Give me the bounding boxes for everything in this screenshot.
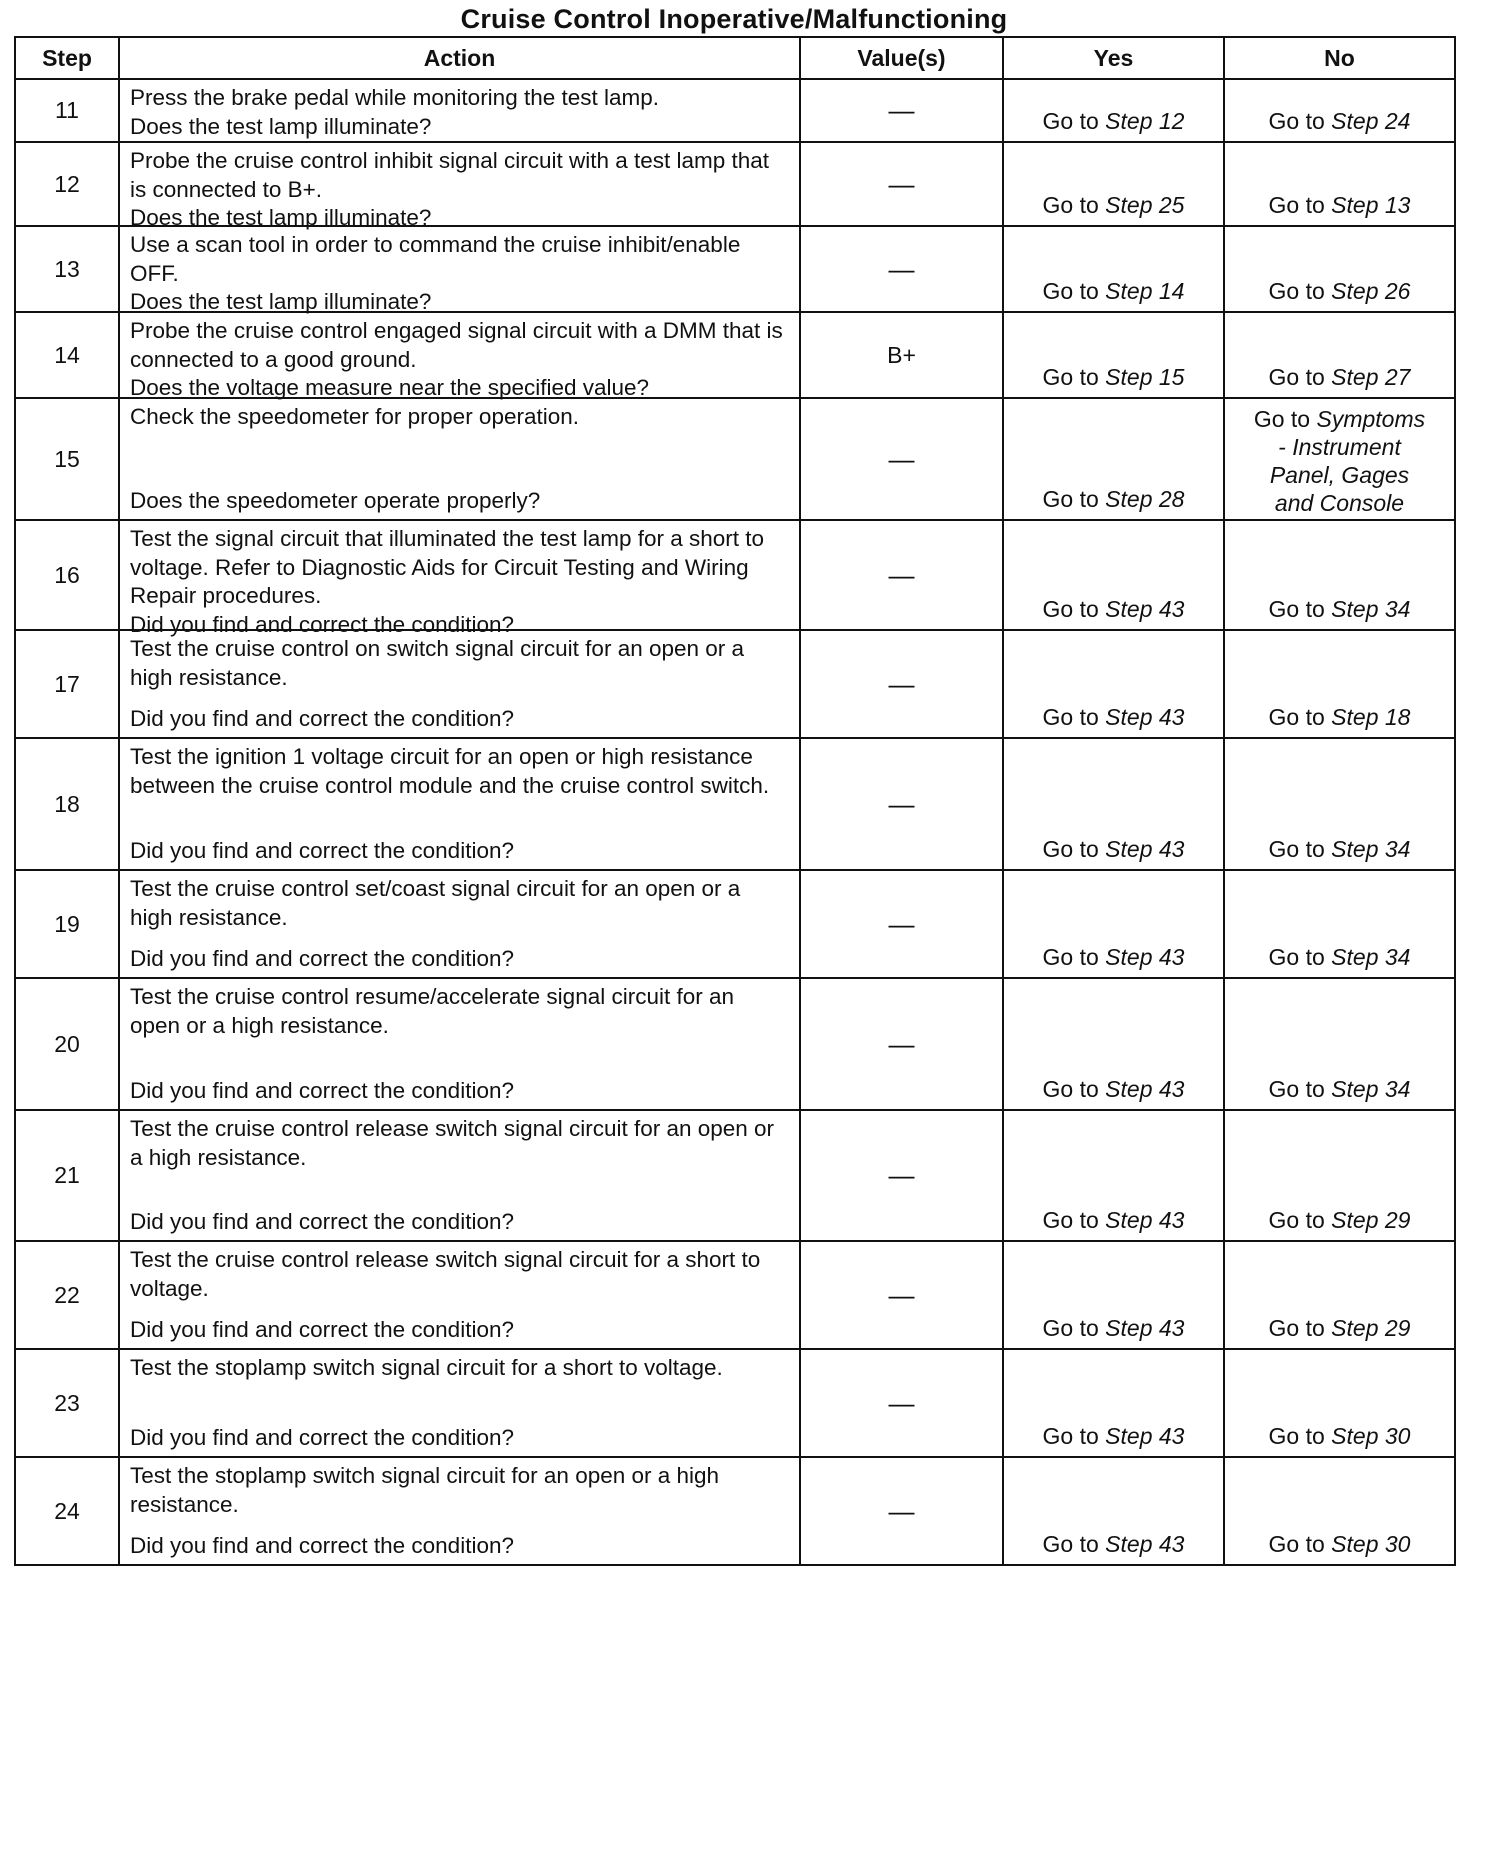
table-row [15, 738, 1455, 870]
action-content [130, 313, 789, 400]
value-text: — [888, 1279, 915, 1310]
yes-step-link[interactable]: Step 12 [1105, 108, 1185, 134]
header-no: No [1224, 37, 1455, 79]
yes-cell [1003, 1457, 1224, 1565]
yes-cell [1003, 1110, 1224, 1241]
no-step-link[interactable]: Step 34 [1331, 836, 1411, 862]
header-action: Action [119, 37, 800, 79]
action-question: Does the voltage measure near the specified value? [130, 375, 650, 400]
action-cell [119, 1110, 800, 1241]
step-cell: 22 [15, 1241, 119, 1349]
value-cell [800, 870, 1003, 978]
action-content [130, 227, 789, 314]
no-step-link[interactable]: Step 13 [1331, 192, 1411, 218]
yes-goto-label: Go to [1042, 596, 1099, 622]
step-cell: 16 [15, 520, 119, 630]
action-question: Does the test lamp illuminate? [130, 205, 432, 230]
no-goto-label: Go to [1268, 1076, 1325, 1102]
value-cell [800, 79, 1003, 142]
yes-step-link[interactable]: Step 43 [1105, 1315, 1185, 1341]
step-cell: 11 [15, 79, 119, 142]
no-goto-label: Go to [1268, 364, 1325, 390]
diagnostic-table [14, 36, 1456, 1566]
no-step-link[interactable]: Step 34 [1331, 944, 1411, 970]
no-goto-label: Go to [1268, 1423, 1325, 1449]
no-symptom-line[interactable]: Panel, Gages [1269, 462, 1410, 488]
no-goto-label: Go to [1268, 596, 1325, 622]
table-row [15, 79, 1455, 142]
table-row [15, 520, 1455, 630]
action-instruction: Press the brake pedal while monitoring the test lamp. [130, 85, 660, 110]
yes-goto-label: Go to [1042, 1423, 1099, 1449]
no-step-link[interactable]: Step 27 [1331, 364, 1411, 390]
action-content [130, 399, 789, 517]
table-row [15, 1457, 1455, 1565]
action-cell [119, 312, 800, 398]
action-cell [119, 398, 800, 520]
action-cell [119, 142, 800, 230]
value-text: — [888, 443, 915, 474]
yes-cell [1003, 1349, 1224, 1457]
no-goto-label: Go to [1268, 836, 1325, 862]
action-cell [119, 1349, 800, 1457]
no-cell [1224, 79, 1455, 142]
action-question: Did you find and correct the condition? [130, 1208, 514, 1234]
table-row [15, 312, 1455, 398]
header-yes: Yes [1003, 37, 1224, 79]
table-row [15, 870, 1455, 978]
yes-cell [1003, 978, 1224, 1110]
no-goto-label: Go to [1268, 108, 1325, 134]
action-cell [119, 226, 800, 312]
yes-goto-label: Go to [1042, 704, 1099, 730]
yes-step-link[interactable]: Step 43 [1105, 1207, 1185, 1233]
no-symptom-line[interactable]: and Console [1274, 490, 1405, 516]
no-goto-label: Go to [1268, 944, 1325, 970]
action-cell [119, 738, 800, 870]
no-step-link[interactable]: Step 30 [1331, 1531, 1411, 1557]
action-instruction: Test the stoplamp switch signal circuit for an open or a high resistance. [130, 1463, 720, 1517]
step-cell: 18 [15, 738, 119, 870]
yes-goto-label: Go to [1042, 364, 1099, 390]
header-value: Value(s) [800, 37, 1003, 79]
yes-goto-label: Go to [1042, 278, 1099, 304]
yes-step-link[interactable]: Step 15 [1105, 364, 1185, 390]
action-cell [119, 978, 800, 1110]
table-row [15, 142, 1455, 226]
yes-goto-label: Go to [1042, 836, 1099, 862]
no-cell [1224, 520, 1455, 630]
no-step-link[interactable]: Step 29 [1331, 1315, 1411, 1341]
yes-cell [1003, 79, 1224, 142]
yes-step-link[interactable]: Step 43 [1105, 1531, 1185, 1557]
yes-step-link[interactable]: Step 43 [1105, 836, 1185, 862]
yes-cell [1003, 520, 1224, 630]
value-text: — [888, 908, 915, 939]
action-cell [119, 630, 800, 738]
action-instruction: Test the cruise control resume/accelerate signal circuit for an open or a high resistance. [130, 984, 735, 1038]
value-text: — [888, 1160, 915, 1190]
no-cell [1224, 398, 1455, 520]
action-instruction: Check the speedometer for proper operation. [130, 404, 580, 429]
action-instruction: Test the cruise control release switch signal circuit for a short to voltage. [130, 1247, 761, 1301]
yes-step-link[interactable]: Step 25 [1105, 192, 1185, 218]
no-cell [1224, 1349, 1455, 1457]
action-cell [119, 520, 800, 637]
yes-cell [1003, 312, 1224, 398]
value-text: — [888, 168, 915, 199]
action-instruction: Use a scan tool in order to command the cruise inhibit/enable OFF. [130, 232, 741, 286]
no-goto-label: Go to [1268, 1315, 1325, 1341]
document-page [14, 0, 1454, 1566]
no-cell [1224, 630, 1455, 738]
header-step: Step [15, 37, 119, 79]
action-content [130, 739, 789, 867]
action-cell [119, 1457, 800, 1565]
step-cell: 15 [15, 398, 119, 520]
table-row [15, 226, 1455, 312]
action-question: Did you find and correct the condition? [130, 1424, 514, 1450]
table-row [15, 1349, 1455, 1457]
no-goto-label: Go to [1268, 1207, 1325, 1233]
yes-step-link[interactable]: Step 43 [1105, 1423, 1185, 1449]
no-step-link[interactable]: Step 18 [1331, 704, 1411, 730]
no-step-link[interactable]: Step 30 [1331, 1423, 1411, 1449]
no-symptom-line[interactable]: - Instrument [1278, 434, 1401, 460]
yes-goto-label: Go to [1042, 1207, 1099, 1233]
no-goto-label: Go to [1253, 406, 1311, 432]
value-text: — [888, 1387, 915, 1418]
no-step-link[interactable]: Step 29 [1331, 1207, 1411, 1233]
value-cell [800, 312, 1003, 398]
no-symptom-link[interactable]: Symptoms [1316, 406, 1426, 432]
value-text: — [888, 95, 915, 125]
yes-goto-label: Go to [1042, 486, 1099, 512]
action-content [130, 871, 789, 975]
table-header-row [15, 37, 1455, 79]
value-text: B+ [887, 341, 916, 368]
value-cell [800, 398, 1003, 520]
no-goto-label: Go to [1268, 1531, 1325, 1557]
table-row [15, 978, 1455, 1110]
yes-step-link[interactable]: Step 43 [1105, 944, 1185, 970]
yes-step-link[interactable]: Step 43 [1105, 704, 1185, 730]
yes-step-link[interactable]: Step 43 [1105, 1076, 1185, 1102]
step-cell: 20 [15, 978, 119, 1110]
value-cell [800, 226, 1003, 312]
no-cell [1224, 1110, 1455, 1241]
no-cell [1224, 978, 1455, 1110]
step-cell: 21 [15, 1110, 119, 1241]
action-content [130, 1350, 789, 1454]
no-cell [1224, 226, 1455, 312]
no-goto-label: Go to [1268, 192, 1325, 218]
table-row [15, 1110, 1455, 1241]
yes-step-link[interactable]: Step 43 [1105, 596, 1185, 622]
action-content [130, 521, 789, 637]
step-cell: 13 [15, 226, 119, 312]
action-instruction: Probe the cruise control engaged signal circuit with a DMM that is connected to a good ground. [130, 318, 783, 372]
value-cell [800, 1457, 1003, 1565]
yes-step-link[interactable]: Step 28 [1105, 486, 1185, 512]
yes-cell [1003, 142, 1224, 226]
yes-goto-label: Go to [1042, 192, 1099, 218]
action-instruction: Probe the cruise control inhibit signal circuit with a test lamp that is connected to B+. [130, 148, 770, 202]
action-question: Did you find and correct the condition? [130, 1316, 514, 1342]
action-question: Does the test lamp illuminate? [130, 289, 432, 314]
no-goto-label: Go to [1268, 278, 1325, 304]
value-text: — [888, 1028, 915, 1059]
action-content [130, 1458, 789, 1562]
value-text: — [888, 253, 915, 284]
value-cell [800, 142, 1003, 226]
action-instruction: Test the cruise control set/coast signal circuit for an open or a high resistance. [130, 876, 741, 930]
yes-step-link[interactable]: Step 14 [1105, 278, 1185, 304]
no-goto-label: Go to [1268, 704, 1325, 730]
action-instruction: Test the cruise control on switch signal circuit for an open or a high resistance. [130, 636, 745, 690]
action-content [130, 979, 789, 1107]
action-content [130, 1111, 789, 1238]
no-cell [1224, 870, 1455, 978]
step-cell: 17 [15, 630, 119, 738]
action-question: Did you find and correct the condition? [130, 705, 514, 731]
action-cell [119, 79, 800, 142]
no-step-link[interactable]: Step 26 [1331, 278, 1411, 304]
no-step-link[interactable]: Step 34 [1331, 1076, 1411, 1102]
no-cell [1224, 1241, 1455, 1349]
action-cell [119, 870, 800, 978]
action-question: Did you find and correct the condition? [130, 1077, 514, 1103]
no-cell [1224, 738, 1455, 870]
action-content [130, 143, 789, 230]
value-cell [800, 978, 1003, 1110]
step-cell: 23 [15, 1349, 119, 1457]
table-body [15, 79, 1455, 1565]
table-row [15, 1241, 1455, 1349]
yes-cell [1003, 738, 1224, 870]
value-text: — [888, 1495, 915, 1526]
no-step-link[interactable]: Step 24 [1331, 108, 1411, 134]
value-cell [800, 1241, 1003, 1349]
action-content [130, 631, 789, 735]
step-cell: 14 [15, 312, 119, 398]
action-content [130, 1242, 789, 1346]
step-cell: 19 [15, 870, 119, 978]
action-cell [119, 1241, 800, 1349]
no-cell [1224, 1457, 1455, 1565]
action-question: Did you find and correct the condition? [130, 945, 514, 971]
yes-goto-label: Go to [1042, 944, 1099, 970]
yes-cell [1003, 1241, 1224, 1349]
action-instruction: Test the cruise control release switch signal circuit for an open or a high resistance. [130, 1116, 775, 1170]
action-question: Did you find and correct the condition? [130, 1532, 514, 1558]
no-cell [1224, 312, 1455, 398]
yes-goto-label: Go to [1042, 1315, 1099, 1341]
value-cell [800, 630, 1003, 738]
no-step-link[interactable]: Step 34 [1331, 596, 1411, 622]
no-symptom-line [1226, 405, 1453, 433]
yes-goto-label: Go to [1042, 108, 1099, 134]
table-row [15, 398, 1455, 520]
action-instruction: Test the signal circuit that illuminated the test lamp for a short to voltage. Refer to Diagnostic Aids for Circuit Testing and Wiring Repair procedures. [130, 526, 765, 608]
yes-cell [1003, 870, 1224, 978]
value-cell [800, 1349, 1003, 1457]
action-question: Does the test lamp illuminate? [130, 113, 432, 139]
page-title: Cruise Control Inoperative/Malfunctioning [460, 4, 1008, 34]
yes-goto-label: Go to [1042, 1531, 1099, 1557]
value-cell [800, 738, 1003, 870]
yes-cell [1003, 630, 1224, 738]
action-instruction: Test the ignition 1 voltage circuit for an open or high resistance between the cruise control module and the cruise control switch. [130, 744, 770, 798]
yes-goto-label: Go to [1042, 1076, 1099, 1102]
action-question: Does the speedometer operate properly? [130, 487, 541, 513]
step-cell: 24 [15, 1457, 119, 1565]
value-cell [800, 520, 1003, 630]
value-text: — [888, 788, 915, 819]
action-question: Did you find and correct the condition? [130, 611, 514, 637]
value-cell [800, 1110, 1003, 1241]
yes-cell [1003, 226, 1224, 312]
step-cell: 12 [15, 142, 119, 226]
yes-cell [1003, 398, 1224, 520]
value-text: — [888, 668, 915, 699]
action-instruction: Test the stoplamp switch signal circuit for a short to voltage. [130, 1355, 723, 1380]
action-question: Did you find and correct the condition? [130, 837, 514, 863]
value-text: — [888, 559, 915, 590]
action-content [130, 80, 789, 139]
table-row [15, 630, 1455, 738]
no-cell [1224, 142, 1455, 226]
